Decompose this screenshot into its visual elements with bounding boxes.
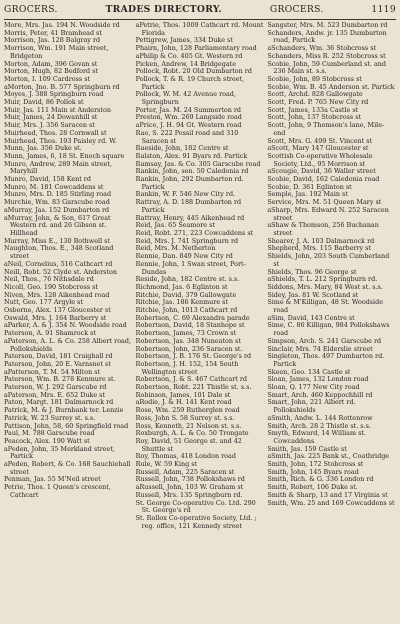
page-number: 1119: [371, 4, 396, 15]
directory-entry: Ramsay, Jas. & Co. 305 Garscube road: [135, 159, 261, 168]
directory-entry: Pettigrew, James, 334 Duke st: [135, 36, 233, 45]
header-left: GROCERS.: [4, 4, 58, 15]
directory-entry: Schanders, Miss R. 252 Stobcross st: [267, 51, 386, 60]
directory-entry: aSim, David, 143 Centre st: [267, 313, 355, 322]
directory-entry: Smith, Jas. 159 Castle st: [267, 444, 347, 453]
directory-entry: Pollock, W. M. 42 Avenue road, Springburn: [135, 90, 236, 107]
directory-entry: St. Rollox Co-operative Society, Ltd. ; reg. office, 121 Kennedy street: [135, 514, 257, 530]
directory-entry: Robertson, James, 73 Crown st: [135, 329, 237, 338]
directory-entry: Smith, Arch. 28 2 Thistle st. s.s.: [267, 421, 371, 430]
directory-entry: Muirhead, Thos. 28 Cornwall st: [4, 128, 107, 137]
directory-column-2: [136, 22, 265, 622]
directory-column-1: [4, 22, 133, 622]
directory-entry: Rose, Wm. 259 Rutherglen road: [135, 406, 240, 415]
directory-entry: Patrick, M. & J. Burnbank ter. Lenzie: [4, 406, 124, 415]
directory-entry: Semple, Jas. 192 Main st: [267, 190, 348, 199]
directory-entry: Reid, Jas. 65 Seamore st: [135, 221, 215, 230]
header-rule: [4, 19, 396, 20]
directory-entry: Pollock, T. & R. 19 Church street, Partick: [135, 74, 245, 91]
header-title: TRADES DIRECTORY.: [105, 4, 223, 15]
directory-entry: aNeil, Cornelius, 516 Cathcart rd: [4, 259, 113, 268]
directory-entry: Rule, W. 59 King st: [135, 460, 198, 469]
directory-entry: Robinson, James, 101 Dale st: [135, 390, 231, 399]
directory-entry: Rankin, W. F. 546 New City rd.: [135, 190, 236, 199]
directory-entry: Rennie, Dan. 849 New City rd: [135, 252, 233, 261]
directory-entry: aSharp, Mrs. Edward N. 252 Saracen street: [267, 205, 389, 222]
directory-entry: Paterson, David, 181 Craighall rd: [4, 352, 113, 361]
directory-entry: Penman, Jas. 55 M'Neil street: [4, 475, 101, 484]
directory-entry: Phairn, John, 128 Parliamentary road: [135, 44, 257, 53]
directory-entry: Reside, John, 182 Centre st. s.s.: [135, 275, 240, 284]
directory-entry: Shearer, J. A. 103 Dalmarnock rd: [267, 236, 375, 245]
directory-entry: Raeside, John, 182 Centre st: [135, 144, 229, 153]
directory-entry: aParker, A. & J. 354 N. Woodside road: [4, 321, 127, 330]
directory-entry: Petrie, Thos. 1 Queen's crescent, Cathcart: [4, 483, 111, 499]
directory-entry: Murchie, Wm. 83 Garscube road: [4, 198, 110, 207]
directory-entry: Sangster, Mrs. M. 523 Dumbarton rd: [267, 22, 388, 29]
directory-entry: Siddons, Mrs. Mary, 84 West st. s.s.: [267, 282, 383, 291]
directory-entry: Ritchie, John, 1013 Cathcart rd: [135, 306, 238, 315]
directory-entry: Pollock, Robt. 20 Old Dumbarton rd: [135, 67, 252, 76]
directory-entry: Paterson, W. J. 292 Garscube rd: [4, 383, 107, 392]
directory-entry: Reid, Robt. 271, 223 Cowcaddens st: [135, 228, 254, 237]
directory-entry: Munro, David, 158 Kent rd: [4, 175, 91, 184]
directory-entry: Morton, Adam, 396 Govan st: [4, 59, 98, 68]
directory-entry: Roy, David, 51 George st. and 42 Shuttle st: [135, 436, 242, 453]
directory-entry: Munro, Andrew, 289 Main street, Maryhill: [4, 159, 113, 176]
directory-entry: Smith, Wm. 25 and 169 Cowcaddens st: [267, 498, 395, 507]
directory-entry: Pattison, John, 58, 60 Springfield road: [4, 421, 129, 430]
directory-entry: Niven, Mrs. 128 Aikenhead road: [4, 290, 110, 299]
directory-entry: Scobie, Wm. B. 45 Anderson st. Partick: [267, 82, 395, 91]
directory-entry: Smith & Sharp, 13 and 17 Virginia st: [267, 490, 388, 499]
directory-entry: Robertson, J. B. 176 St. George's rd: [135, 352, 252, 361]
directory-entry: Sime, C. 86 Killigan, 984 Pollokshaws road: [267, 321, 390, 338]
directory-entry: Morrison, Jas. 128 Balgray rd: [4, 36, 101, 45]
directory-entry: Shields, Thos. 96 George st: [267, 267, 357, 276]
directory-entry: Neill, Robt. 52 Clyde st. Anderston: [4, 267, 117, 276]
directory-entry: Nicoll, Geo. 190 Stobcross st: [4, 282, 98, 291]
directory-entry: Osborne, Alex. 137 Gloucester st: [4, 306, 111, 315]
directory-entry: Richmond, Jas. 6 Eglinton st: [135, 282, 228, 291]
directory-entry: Shepherd, Mrs. 115 Barberry st: [267, 244, 372, 253]
directory-entry: aSchanders, Wm. 36 Stobcross st: [267, 44, 377, 53]
directory-entry: Sloan, Q. 177 New City road: [267, 383, 360, 392]
directory-entry: Nutt, Geo. 177 Argyle st: [4, 298, 83, 307]
directory-entry: aPrice, J. H. 94 Gt. Western road: [135, 121, 242, 130]
directory-entry: Oswald, Mrs. J. 164 Barberry st: [4, 313, 107, 322]
directory-entry: Singleton, Thos. 497 Dumbarton rd. Partick: [267, 352, 385, 368]
directory-entry: Paterson, Wm. B. 278 Kenmure st.: [4, 375, 116, 384]
directory-entry: Scobie, David, 162 Caledonia road: [267, 175, 380, 184]
directory-entry: aSmith, Andw. L. 144 Rottenrow: [267, 413, 373, 422]
directory-entry: aScougie, David, 36 Waller street: [267, 167, 376, 176]
directory-entry: Simpson, Arch. S. 241 Garscube rd: [267, 336, 382, 345]
directory-entry: aRussell, John, 103 W. Graham st: [135, 483, 244, 492]
directory-entry: Rankin, John, 292 Dumbarton rd. Partick: [135, 175, 244, 191]
directory-entry: Robertson, David, 18 Stanhope st: [135, 321, 245, 330]
directory-entry: Scott, Mrs. G. 499 St. Vincent st: [267, 136, 373, 145]
directory-entry: Naughton, Thos. E., 348 Scotland street: [4, 244, 114, 261]
directory-entry: Reid, Mrs. M. Netherton: [135, 244, 216, 253]
directory-entry: Scott, John, 137 Stobcross st: [267, 113, 362, 122]
directory-entry: Robertson, Robt. 221 Thistle st. s.s.: [135, 383, 252, 392]
directory-entry: Schanders, Andw. jr. 135 Dumbarton road, Partick: [267, 28, 387, 45]
header-right: GROCERS.: [269, 4, 324, 15]
directory-entry: Sloan, James, 132 London road: [267, 375, 369, 384]
directory-entry: Scott, James, 133a Castle st: [267, 105, 359, 114]
directory-entry: Robertson, Jas. 348 Nuneaton st: [135, 336, 241, 345]
directory-entry: Smith, John, 172 Stobcross st: [267, 460, 364, 469]
directory-entry: Scobie, D. 361 Eglinton st: [267, 182, 352, 191]
directory-entry: Neil, Thos., 76 Nithsdale rd: [4, 275, 94, 284]
directory-entry: Patrick, W. 23 Surrey st. s.s.: [4, 413, 96, 422]
directory-entry: Paterson, A. 91 Shamrock st: [4, 329, 96, 338]
directory-entry: Ross, Kenneth, 21 Nelson st. s.s.: [135, 421, 242, 430]
directory-entry: Peacock, Alex. 190 Watt st: [4, 436, 90, 445]
directory-entry: aScott, Mary 147 Gloucester st: [267, 144, 369, 153]
directory-entry: Scott, Fred. P. 765 New City rd: [267, 98, 369, 107]
directory-entry: Smith, Robert, 106 Duke st.: [267, 483, 358, 492]
directory-entry: Morris, Peter, 41 Bramhead st: [4, 28, 102, 37]
directory-entry: Ritchie, David, 379 Gallowgate: [135, 290, 237, 299]
directory-entry: aPhilip & Co. 405 Gt. Western rd: [135, 51, 243, 60]
directory-entry: Rattray, Henry, 445 Aikenhead rd: [135, 213, 245, 222]
directory-entry: Muir, David, 86 Pollok st: [4, 98, 84, 107]
directory-entry: Roy, Thomas, 418 London road: [135, 452, 236, 461]
directory-entry: aPeden, John, 35 Merkland street, Partick: [4, 444, 115, 461]
directory-entry: Morton, I. 109 Cardross st: [4, 74, 91, 83]
directory-entry: Ralston, Alex. 91 Byars rd. Partick: [135, 151, 248, 160]
directory-entry: Scott, John, 9 Thomson's lane, Mile-end: [267, 121, 385, 137]
directory-entry: Paton, Margt. 181 Dalmarnock rd: [4, 398, 114, 407]
directory-entry: Moyes, J. 388 Springburn road: [4, 90, 104, 99]
directory-entry: Paterson, John, 20 E. Varnsnet st: [4, 359, 111, 368]
directory-entry: aPatterson, T. M. 54 Milton st: [4, 367, 101, 376]
directory-entry: Muir, Jas. 111 Main st Anderston: [4, 105, 111, 114]
directory-entry: St. George Co-operative Co. Ltd. 290 St. George's rd: [135, 498, 256, 515]
directory-entry: aRodie, J. & H. 141 Kent road: [135, 398, 232, 407]
directory-entry: Muirhead, Thos. 193 Paisley rd. W.: [4, 136, 117, 145]
directory-entry: Roxburgh, A. L. & Co. 50 Trongate: [135, 429, 249, 438]
directory-entry: Munro, M. 181 Cowcaddens st: [4, 182, 104, 191]
directory-entry: aShields, T. L. 212 Springburn rd.: [267, 275, 378, 284]
directory-entry: Muir, Mrs. J. 356 Saracen st: [4, 121, 95, 130]
directory-entry: Scottish Co-operative Wholesale Society, Ltd., 95 Morrison st: [267, 151, 373, 168]
directory-entry: Russell, Adam, 225 Saracen st: [135, 467, 235, 476]
directory-entry: Service, Mrs. M. 51 Queen Mary st: [267, 198, 382, 207]
directory-entry: aSmith, Jas. 225 Bank st., Coatbridge: [267, 452, 390, 461]
directory-entry: Munn, James, 6, 18 St. Enoch square: [4, 151, 125, 160]
directory-entry: Smith, John, 145 Byars road: [267, 467, 359, 476]
directory-entry: Skeen, Geo. 134 Castle st: [267, 367, 351, 376]
directory-entry: Picken, Andrew, 14 Bridgegate: [135, 59, 237, 68]
directory-entry: Murray, Miss E., 130 Bothwell st: [4, 236, 111, 245]
directory-entry: Sinclair, Mrs. 74 Elderslie street: [267, 344, 373, 353]
page-header: [4, 4, 396, 18]
directory-entry: Muir, James, 24 Dowanhill st: [4, 113, 98, 122]
directory-entry: More, Mrs. Jas. 194 N. Woodside rd: [4, 22, 120, 29]
directory-entry: Ritchie, Jas. 186 Kenmure st: [135, 298, 229, 307]
directory-entry: aPaterson, Mrs. E. 652 Duke st: [4, 390, 106, 399]
directory-entry: Robertson, J. H. 152, 154 South Wellington street: [135, 359, 239, 376]
directory-entry: Ross, John S. 58 Surrey st. s.s.: [135, 413, 235, 422]
directory-entry: Robertson, C. 69 Alexandra parade: [135, 313, 250, 322]
directory-entry: aPeden, Robert, & Co. 168 Sauchiehall street: [4, 460, 131, 476]
directory-entry: Sime & M'Killigan, 48 St. Woodside road: [267, 298, 383, 315]
directory-entry: Morton, Hugh, 82 Bedford st: [4, 67, 98, 76]
directory-entry: Rankin, John, sen. 50 Caledonia rd: [135, 167, 249, 176]
directory-columns: [4, 22, 396, 622]
directory-entry: Rae, S. 222 Possil road and 310 Saracen st: [135, 128, 239, 145]
directory-entry: Rennie, John, 1 Swan street, Port-Dundas: [135, 259, 246, 276]
directory-entry: aShaw & Thomson, 256 Buchanan street: [267, 221, 379, 237]
directory-entry: Smyth, Edward, 14 William st. Cowcaddens: [267, 429, 366, 445]
directory-entry: Munn, Jas. 356 Duke st.: [4, 144, 82, 153]
directory-entry: Porter, Jas. M. 24 Summerton rd: [135, 105, 242, 114]
directory-entry: aMurray, John, & Son, 617 Great Western rd. and 26 Gibson st. Hillhead: [4, 213, 111, 237]
directory-entry: aPaterson, A. L. & Co. 258 Albert road, Pollokshields: [4, 336, 131, 353]
directory-entry: aMorton, Jno. B. 577 Springburn rd: [4, 82, 120, 91]
directory-entry: Shields, John, 203 South Cumberland st: [267, 252, 390, 268]
directory-entry: Rattray, A. D. 188 Dumbarton rd Partick: [135, 198, 242, 214]
directory-entry: Munro, Mrs. D. 185 Stirling road: [4, 190, 112, 199]
directory-entry: Russell, Mrs. 135 Springburn rd.: [135, 490, 243, 499]
directory-entry: Russell, John, 738 Pollokshaws rd: [135, 475, 245, 484]
directory-entry: Smith, Rich. & G. 336 London rd: [267, 475, 374, 484]
directory-entry: Scobie, John, 89 Stobcross st: [267, 74, 362, 83]
directory-entry: Scobie, John, 59 Cumberland st. and 236 Main st. s.s.: [267, 59, 387, 76]
directory-entry: Paul, M. 788 Garscube road: [4, 429, 95, 438]
directory-entry: Scott, Archd. 828 Gallowgate: [267, 90, 363, 99]
directory-entry: Robertson, John, 236 Saracen st.: [135, 344, 243, 353]
directory-entry: Morrison, Wm. 191 Main street, Bridgeton: [4, 44, 109, 60]
directory-entry: Robertson, J. & S. 467 Cathcart rd: [135, 375, 247, 384]
directory-entry: Smart, John, 221 Albert rd. Pollokshields: [267, 398, 356, 415]
directory-entry: Reid, Mrs. J. 741 Springburn rd: [135, 236, 239, 245]
directory-entry: aMurray, Jas. 152 Dumbarton rd: [4, 205, 110, 214]
directory-entry: Sidey, Jas. 81 W. Scotland st: [267, 290, 359, 299]
directory-entry: aPetrie, Thos. 1009 Cathcart rd. Mount Florida: [135, 22, 264, 37]
directory-entry: Smart, Arch. 460 Keppochhill rd: [267, 390, 373, 399]
directory-column-3: [267, 22, 396, 622]
directory-entry: Preston, Wm. 269 Langside road: [135, 113, 242, 122]
